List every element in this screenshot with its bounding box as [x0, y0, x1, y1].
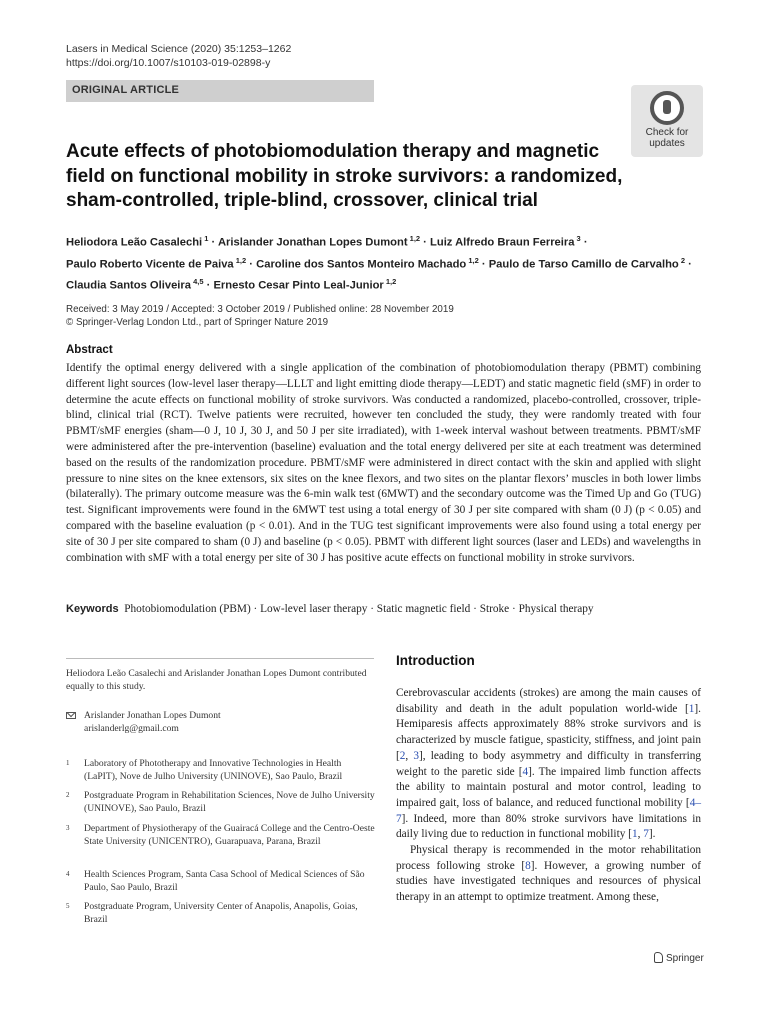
author-separator: ·: [685, 258, 692, 271]
citation-line: Lasers in Medical Science (2020) 35:1253–1262: [66, 43, 292, 55]
author-separator: ·: [208, 236, 218, 249]
author-affiliation-marker: 1,2: [383, 277, 397, 287]
author-affiliation-marker: 1,2: [466, 255, 479, 265]
citation-link[interactable]: 7: [643, 828, 649, 841]
abstract-heading: Abstract: [66, 344, 113, 356]
footnote-divider: [66, 658, 374, 659]
author-name[interactable]: Caroline dos Santos Monteiro Machado: [256, 258, 467, 271]
author-affiliation-marker: 1,2: [407, 234, 421, 243]
author-affiliation-marker: 3: [574, 234, 581, 243]
affiliation-text: Laboratory of Phototherapy and Innovative Technologies in Health (LaPIT), Nove de Julho University (UNINOVE), Sao Paulo, Brazil: [84, 758, 343, 782]
author-separator: ·: [420, 236, 431, 249]
publisher-name: Springer: [666, 953, 704, 964]
author-affiliation-marker: 4,5: [190, 277, 204, 287]
bookmark-icon: [650, 91, 684, 125]
affiliation-number: 4: [66, 870, 70, 878]
citation-link[interactable]: 1: [688, 702, 695, 715]
correspondence-name: Arislander Jonathan Lopes Dumont: [84, 710, 221, 721]
citation-link[interactable]: 2: [399, 749, 406, 762]
intro-paragraph: Cerebrovascular accidents (strokes) are among the main causes of disability and death in the adult population world-wide [1]. Hemiparesis affects approximately 88% stroke survivors and is characterized by muscle fatigue, spasticity, stiffness, and joint pain [2, 3], leading to body asymmetry and difficulty in transferring weight to the paretic side [4]. The impaired limb function affects the ability to maintain postural and motor control, leading to impaired gait, loss of balance, and reduced functional mobility [4–7]. Indeed, more than 80% stroke survivors have limitations in daily living due to reduction in functional mobility [1, 7].: [396, 687, 701, 841]
author-affiliation-marker: 1,2: [233, 255, 247, 265]
author-name[interactable]: Luiz Alfredo Braun Ferreira: [430, 236, 575, 249]
author-affiliation-marker: 1: [202, 234, 209, 243]
citation-link[interactable]: 3: [413, 749, 420, 762]
author-name[interactable]: Ernesto Cesar Pinto Leal-Junior: [213, 280, 384, 293]
citation-link[interactable]: 4: [522, 765, 529, 778]
author-affiliation-marker: 2: [678, 255, 686, 265]
correspondence: [66, 709, 376, 735]
publication-dates: [66, 303, 454, 329]
author-separator: ·: [203, 280, 214, 293]
article-title: Acute effects of photobiomodulation therapy and magnetic field on functional mobility in stroke survivors: a randomized, sham-controlled, triple-blind, crossover, clinical trial: [66, 141, 623, 211]
author-separator: ·: [246, 258, 257, 271]
author-separator: ·: [580, 236, 588, 249]
keywords: [66, 603, 706, 615]
citation-link[interactable]: 8: [525, 859, 531, 872]
envelope-icon: [66, 712, 76, 719]
affiliation-text: Department of Physiotherapy of the Guairacá College and the Centro-Oeste State University (UNICENTRO), Guarapuava, Parana, Brazil: [84, 823, 375, 847]
springer-horse-icon: [654, 952, 663, 963]
affiliation-number: 3: [66, 824, 70, 832]
affiliation-text: Postgraduate Program, University Center of Anapolis, Anapolis, Goias, Brazil: [84, 901, 358, 925]
author-name[interactable]: Arislander Jonathan Lopes Dumont: [217, 236, 408, 249]
copyright-line: © Springer-Verlag London Ltd., part of Springer Nature 2019: [66, 317, 329, 328]
doi-link[interactable]: https://doi.org/10.1007/s10103-019-02898-y: [66, 57, 271, 69]
author-name[interactable]: Paulo de Tarso Camillo de Carvalho: [488, 258, 679, 271]
author-name[interactable]: Claudia Santos Oliveira: [66, 280, 191, 293]
equal-contribution-note: Heliodora Leão Casalechi and Arislander Jonathan Lopes Dumont contributed equally to this study.: [66, 668, 367, 692]
author-name[interactable]: Paulo Roberto Vicente de Paiva: [66, 258, 234, 271]
affiliation-text: Health Sciences Program, Santa Casa School of Medical Sciences of São Paulo, Sao Paulo, Brazil: [84, 869, 365, 893]
affiliation-number: 2: [66, 791, 70, 799]
author-separator: ·: [478, 258, 489, 271]
article-type-label: ORIGINAL ARTICLE: [72, 84, 180, 96]
check-for-updates-badge[interactable]: [631, 85, 703, 157]
journal-citation: [66, 42, 291, 70]
intro-paragraph: Physical therapy is recommended in the motor rehabilitation process following stroke [8]. However, a growing number of studies have investigated techniques and resources of physical therapy in an attempt to optimize treatment. Among these,: [396, 844, 701, 904]
introduction-heading: Introduction: [396, 653, 475, 668]
citation-link[interactable]: 4–7: [396, 796, 701, 825]
abstract-text: Identify the optimal energy delivered with a single application of the combination of photobiomodulation therapy (PBMT) combining different light sources (low-level laser therapy—LLLT and light emitting diode therapy—LEDT) and static magnetic field (sMF) in order to determine the acute effects on functional mobility of stroke survivors. Was conducted a randomized, placebo-controlled, crossover, triple-blind, clinical trial (RCT). Twelve patients were recruited, however ten concluded the study, they were randomly treated with four PBMT/sMF energies (sham—0 J, 10 J, 30 J, and 50 J per site irradiated), with 1-week interval washout between treatments. PBMT/sMF were administered after the pre-intervention (baseline) evaluation and the total energy delivered per site at each treatment was determined based on the results of the randomization procedure. PBMT/sMF were administered in direct contact with the skin and applied with slight pressure to nine sites on the knee extensors, six sites on the knee flexors, and two sites on the plantar flexors’ muscles in both lower limbs (bilaterally). The primary outcome measure was the 6-min walk test (6MWT) and the secondary outcome was the Timed Up and Go (TUG) test. Significant improvements were found in the 6MWT test using a total energy of 30 J per site compared with sham (0 J) (p < 0.05) and compared with the baseline evaluation (p < 0.01). And in the TUG test significant improvements were also found using a total energy per site of 30 J per site compared to sham (0 J) and baseline (p < 0.05). PBMT with different light sources (laser and LEDs) and wavelengths in combination with sMF with a total energy per site of 30 J has positive acute effects on functional mobility in stroke survivors.: [66, 362, 701, 564]
dates-line: Received: 3 May 2019 / Accepted: 3 October 2019 / Published online: 28 November 2019: [66, 304, 454, 315]
author-list: [66, 230, 716, 295]
keywords-text: Photobiomodulation (PBM) · Low-level laser therapy · Static magnetic field · Stroke · Physical therapy: [124, 603, 594, 615]
affiliation-number: 5: [66, 902, 70, 910]
correspondence-email[interactable]: arislanderlg@gmail.com: [84, 723, 179, 734]
publisher-logo: [654, 952, 704, 964]
affiliation-text: Postgraduate Program in Rehabilitation Sciences, Nove de Julho University (UNINOVE), Sao Paulo, Brazil: [84, 790, 375, 814]
check-for-updates-label: Check for updates: [645, 127, 689, 149]
article-type-banner: [66, 80, 374, 102]
keywords-label: Keywords: [66, 603, 119, 615]
author-name[interactable]: Heliodora Leão Casalechi: [66, 236, 203, 249]
citation-link[interactable]: 1: [631, 828, 638, 841]
introduction-body: [396, 686, 701, 906]
affiliation-number: 1: [66, 759, 70, 767]
